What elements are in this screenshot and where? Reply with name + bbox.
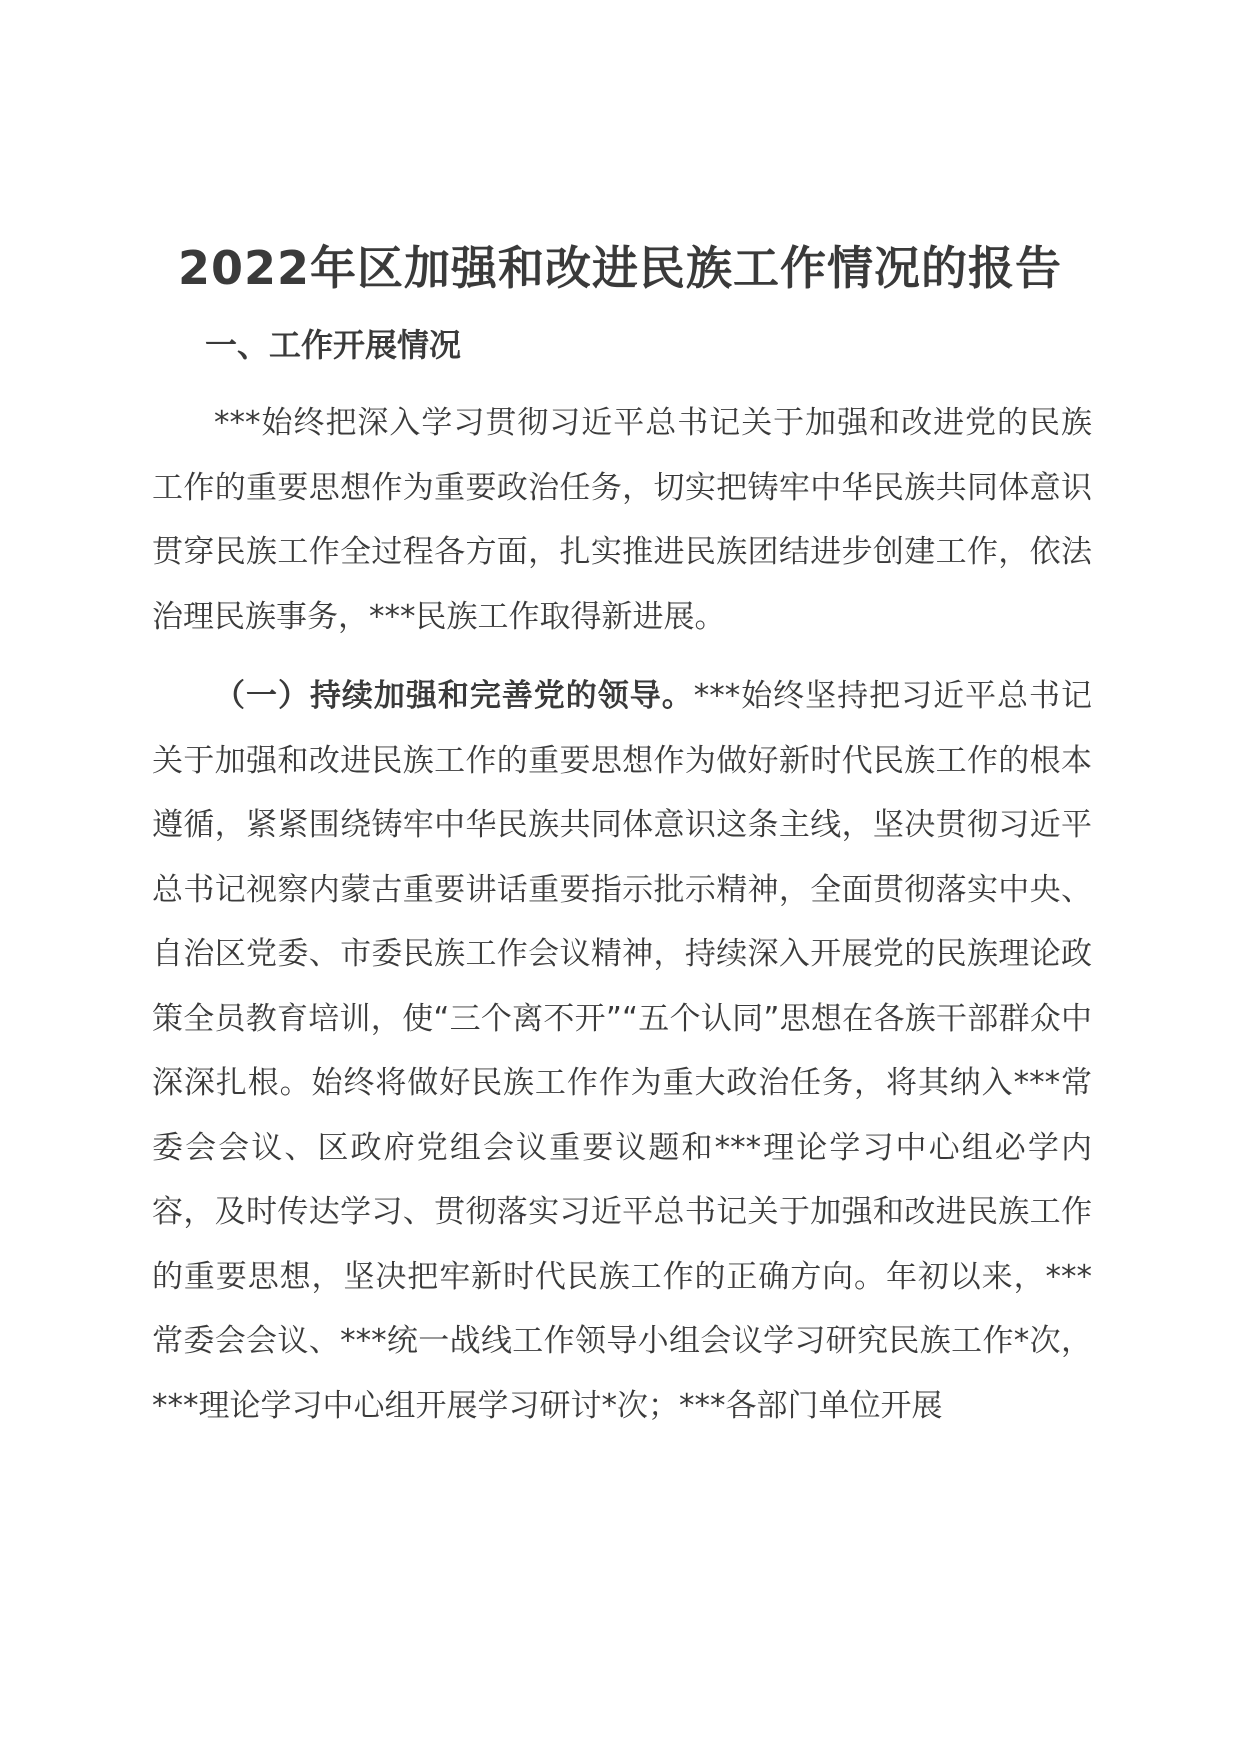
document-title: 2022年区加强和改进民族工作情况的报告: [177, 241, 1063, 295]
paragraph-party-leadership: [152, 664, 1092, 1438]
paragraph-body-text: ***始终坚持把习近平总书记关于加强和改进民族工作的重要思想作为做好新时代民族工作的根本遵循，紧紧围绕铸牢中华民族共同体意识这条主线，坚决贯彻习近平总书记视察内蒙古重要讲话重要指示批示精神，全面贯彻落实中央、自治区党委、市委民族工作会议精神，持续深入开展党的民族理论政策全员教育培训，使“三个离不开”“五个认同”思想在各族干部群众中深深扎根。始终将做好民族工作作为重大政治任务，将其纳入***常委会会议、区政府党组会议重要议题和***理论学习中心组必学内容，及时传达学习、贯彻落实习近平总书记关于加强和改进民族工作的重要思想，坚决把牢新时代民族工作的正确方向。年初以来，***常委会会议、***统一战线工作领导小组会议学习研究民族工作*次，***理论学习中心组开展学习研讨*次；***各部门单位开展: [152, 678, 1093, 1424]
paragraph-intro: ***始终把深入学习贯彻习近平总书记关于加强和改进党的民族工作的重要思想作为重要政治任务，切实把铸牢中华民族共同体意识贯穿民族工作全过程各方面，扎实推进民族团结进步创建工作，依法治理民族事务，***民族工作取得新进展。: [152, 405, 1092, 635]
section-heading-work-progress: 一、工作开展情况: [205, 326, 462, 364]
paragraph-lead-heading: （一）持续加强和完善党的领导。: [214, 678, 694, 714]
